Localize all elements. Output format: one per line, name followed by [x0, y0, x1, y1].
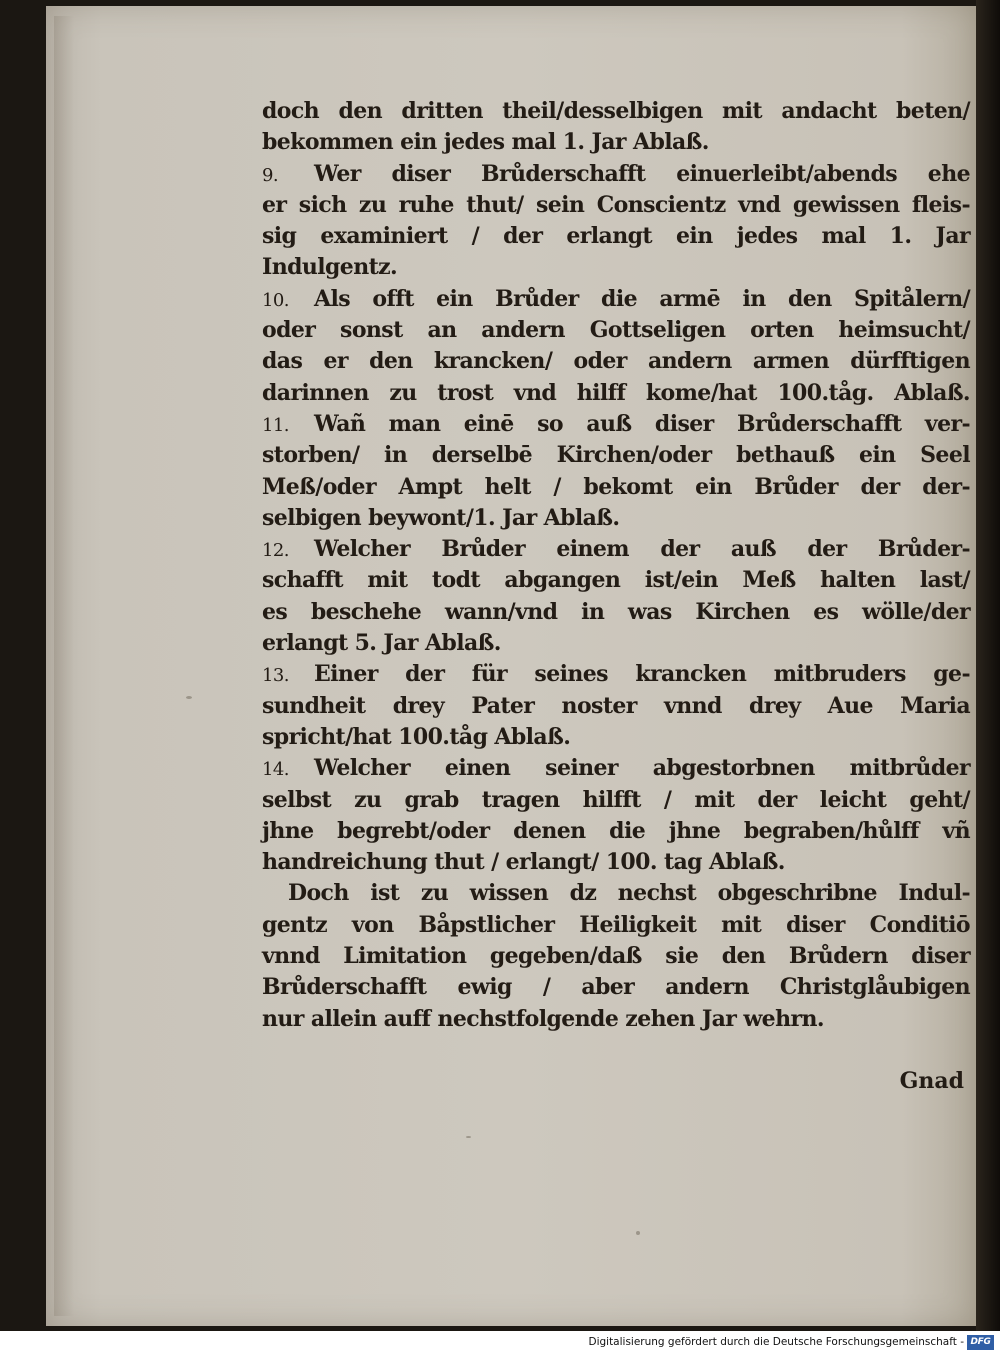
text-line: selbst zu grab tragen hilfft / mit der leicht geht/ — [262, 786, 970, 813]
text-line: das er den krancken/ oder andern armen dürfftigen — [262, 348, 970, 375]
text-line: handreichung thut / erlangt/ 100. tag Ablaß. — [262, 849, 785, 876]
text-line: Brůderschafft ewig / aber andern Christglåubigen — [262, 974, 970, 1001]
text-line: 13. Einer der für seines krancken mitbruders ge- — [262, 659, 970, 690]
text-line: gentz von Båpstlicher Heiligkeit mit diser Conditiō — [262, 911, 970, 938]
item-number: 9. — [262, 164, 278, 186]
paper-speck — [466, 1136, 471, 1138]
text-line: schafft mit todt abgangen ist/ein Meß halten last/ — [262, 567, 970, 594]
item-number: 13. — [262, 665, 289, 687]
text-line: selbigen beywont/1. Jar Ablaß. — [262, 504, 620, 531]
item-number: 10. — [262, 289, 289, 311]
text-line: er sich zu ruhe thut/ sein Conscientz vnd gewissen fleis- — [262, 191, 970, 218]
text-line: oder sonst an andern Gottseligen orten heimsucht/ — [262, 317, 970, 344]
text-line: nur allein auff nechstfolgende zehen Jar wehrn. — [262, 1005, 824, 1032]
item-number: 12. — [262, 540, 289, 562]
text-line: storben/ in derselbē Kirchen/oder bethauß ein Seel — [262, 442, 970, 469]
text-line: doch den dritten theil/desselbigen mit andacht beten/ — [262, 98, 970, 124]
text-line: 9. Wer diser Brůderschafft einuerleibt/abends ehe — [262, 159, 970, 190]
text-line: erlangt 5. Jar Ablaß. — [262, 630, 501, 657]
page-text — [262, 96, 970, 1035]
text-line: spricht/hat 100.tåg Ablaß. — [262, 723, 571, 750]
text-line: 14. Welcher einen seiner abgestorbnen mitbrůder — [262, 753, 970, 784]
text-line: es beschehe wann/vnd in was Kirchen es wölle/der — [262, 598, 970, 625]
catchword: Gnad — [899, 1068, 964, 1094]
item-number: 14. — [262, 759, 289, 781]
text-line: bekommen ein jedes mal 1. Jar Ablaß. — [262, 129, 709, 156]
text-line: 12. Welcher Brůder einem der auß der Brůder- — [262, 534, 970, 565]
funding-credit: Digitalisierung gefördert durch die Deutsche Forschungsgemeinschaft - — [588, 1336, 964, 1348]
text-line: darinnen zu trost vnd hilff kome/hat 100.tåg. Ablaß. — [262, 379, 970, 406]
text-line: Indulgentz. — [262, 254, 398, 281]
paper-speck — [186, 696, 192, 699]
text-line: vnnd Limitation gegeben/daß sie den Brůdern diser — [262, 943, 970, 970]
text-line: sig examiniert / der erlangt ein jedes mal 1. Jar — [262, 223, 970, 250]
text-line: 10. Als offt ein Brůder die armē in den Spitålern/ — [262, 284, 970, 315]
text-line: Meß/oder Ampt helt / bekomt ein Brůder der der- — [262, 473, 970, 500]
item-number: 11. — [262, 414, 289, 436]
footer-bar — [0, 1331, 1000, 1354]
text-line: Doch ist zu wissen dz nechst obgeschribne Indul- — [288, 880, 970, 907]
paper-speck — [636, 1231, 640, 1235]
text-line: sundheit drey Pater noster vnnd drey Aue Maria — [262, 692, 970, 719]
text-line: 11. Wañ man einē so auß diser Brůderschafft ver- — [262, 409, 970, 440]
page-edge-shadow — [976, 0, 1000, 1331]
dfg-logo-icon: DFG — [967, 1335, 994, 1350]
text-line: jhne begrebt/oder denen die jhne begraben/hůlff vñ — [262, 817, 970, 844]
